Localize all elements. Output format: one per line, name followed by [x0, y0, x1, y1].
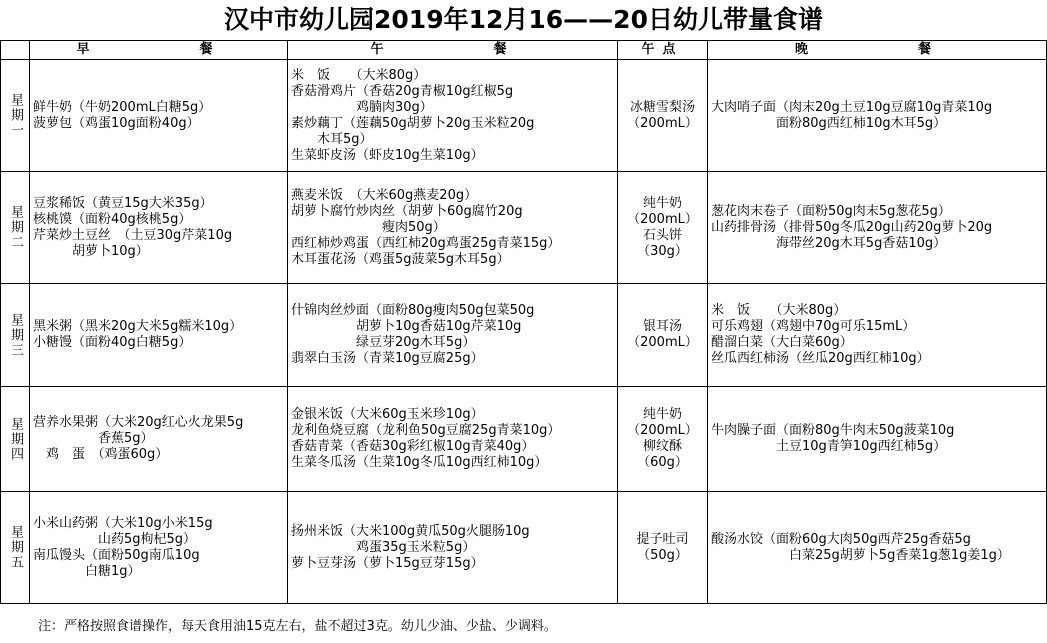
breakfast-line: 胡萝卜10g） [33, 243, 149, 259]
dinner-line: 醋溜白菜（大白菜60g） [711, 335, 853, 350]
snack-line: （200mL） [627, 335, 698, 350]
day-row [1, 492, 1047, 604]
dinner-line: 大肉哨子面（肉末20g土豆10g豆腐10g青菜10g [711, 99, 993, 115]
snack-cell [618, 284, 708, 387]
breakfast-line: 鸡 蛋 （鸡蛋60g） [33, 447, 169, 462]
breakfast-line: 香蕉5g） [33, 431, 154, 446]
lunch-line: 木耳5g） [291, 131, 373, 147]
lunch-line: 素炒藕丁（莲藕50g胡萝卜20g玉米粒20g [291, 115, 535, 131]
dinner-line: 可乐鸡翅（鸡翅中70g可乐15mL） [711, 319, 916, 334]
menu-table [0, 40, 1047, 604]
dinner-line: 丝瓜西红柿汤（丝瓜20g西红柿10g） [711, 351, 930, 366]
breakfast-line: 豆浆稀饭（黄豆15g大米35g） [33, 195, 213, 211]
breakfast-cell [30, 387, 288, 492]
snack-line: 冰糖雪梨汤 [629, 99, 695, 115]
dinner-line: 酸汤水饺（面粉60g大肉50g西芹25g香菇5g [711, 531, 971, 547]
dinner-line: 牛肉臊子面（面粉80g牛肉末50g菠菜10g [711, 423, 955, 438]
lunch-line: 米 饭 （大米80g） [291, 67, 427, 83]
snack-line: （30g） [637, 243, 688, 259]
day-row [1, 284, 1047, 387]
snack-line: （200mL） [627, 211, 698, 227]
dinner-line: 白菜25g胡萝卜5g香菜1g葱1g姜1g） [711, 547, 1010, 563]
breakfast-line: 小米山药粥（大米10g小米15g [33, 515, 213, 531]
lunch-line: 燕麦米饭 （大米60g燕麦20g） [291, 187, 478, 203]
header-dinner: 晚 餐 [708, 41, 1047, 60]
day-label: 星期三 [1, 284, 30, 387]
day-row [1, 387, 1047, 492]
day-row [1, 60, 1047, 172]
dinner-cell [708, 172, 1047, 284]
header-corner [1, 41, 30, 60]
dinner-cell [708, 284, 1047, 387]
lunch-line: 翡翠白玉汤（青菜10g豆腐25g） [291, 351, 484, 366]
header-row [1, 41, 1047, 60]
day-label: 星期二 [1, 172, 30, 284]
snack-cell [618, 387, 708, 492]
lunch-line: 生菜虾皮汤（虾皮10g生菜10g） [291, 147, 484, 163]
footer-note: 注：严格按照食谱操作，每天食用油15克左右，盐不超过3克。幼儿少油、少盐、少调料。 [38, 619, 557, 634]
breakfast-line: 南瓜馒头（面粉50g南瓜10g [33, 547, 200, 563]
snack-line: 柳纹酥 [642, 439, 682, 454]
lunch-line: 香菇青菜（香菇30g彩红椒10g青菜40g） [291, 439, 535, 454]
snack-line: 纯牛奶 [642, 195, 682, 211]
breakfast-line: 小糖馒（面粉40g白糖5g） [33, 335, 192, 350]
snack-cell [618, 492, 708, 604]
snack-line: 石头饼 [642, 227, 682, 243]
header-lunch: 午 餐 [288, 41, 618, 60]
breakfast-cell [30, 492, 288, 604]
header-breakfast: 早 餐 [30, 41, 288, 60]
lunch-cell [288, 284, 618, 387]
header-snack: 午点 [618, 41, 708, 60]
day-label: 星期五 [1, 492, 30, 604]
snack-line: （200mL） [627, 115, 698, 131]
lunch-line: 鸡蛋35g玉米粒5g） [291, 539, 476, 555]
dinner-line: 米 饭 （大米80g） [711, 303, 847, 318]
lunch-line: 西红柿炒鸡蛋（西红柿20g鸡蛋25g青菜15g） [291, 235, 561, 251]
lunch-line: 萝卜豆芽汤（萝卜15g豆芽15g） [291, 555, 484, 571]
breakfast-line: 芹菜炒土豆丝 （土豆30g芹菜10g [33, 227, 233, 243]
snack-cell [618, 172, 708, 284]
lunch-line: 木耳蛋花汤（鸡蛋5g菠菜5g木耳5g） [291, 251, 510, 267]
snack-line: 纯牛奶 [642, 407, 682, 422]
breakfast-line: 黑米粥（黑米20g大米5g糯米10g） [33, 319, 243, 334]
day-label: 星期四 [1, 387, 30, 492]
lunch-line: 胡萝卜10g香菇10g芹菜10g [291, 319, 522, 334]
snack-line: 提子吐司 [636, 531, 689, 547]
day-row [1, 172, 1047, 284]
lunch-line: 生菜冬瓜汤（生菜10g冬瓜10g西红柿10g） [291, 455, 548, 470]
lunch-line: 香菇滑鸡片（香菇20g青椒10g红椒5g [291, 83, 514, 99]
dinner-cell [708, 60, 1047, 172]
page-title: 汉中市幼儿园2019年12月16——20日幼儿带量食谱 [224, 5, 823, 34]
dinner-cell [708, 492, 1047, 604]
breakfast-line: 菠萝包（鸡蛋10g面粉40g） [33, 115, 200, 131]
lunch-cell [288, 387, 618, 492]
snack-cell [618, 60, 708, 172]
breakfast-cell [30, 284, 288, 387]
snack-line: 银耳汤 [642, 319, 682, 334]
breakfast-line: 白糖1g） [33, 563, 141, 579]
lunch-line: 金银米饭（大米60g玉米珍10g） [291, 407, 484, 422]
dinner-cell [708, 387, 1047, 492]
breakfast-line: 营养水果粥（大米20g红心火龙果5g [33, 415, 244, 430]
lunch-cell [288, 60, 618, 172]
snack-line: （200mL） [627, 423, 698, 438]
lunch-line: 胡萝卜腐竹炒肉丝（胡萝卜60g腐竹20g [291, 203, 523, 219]
lunch-line: 绿豆芽20g木耳5g） [291, 335, 476, 350]
lunch-line: 什锦肉丝炒面（面粉80g瘦肉50g包菜50g [291, 303, 535, 318]
breakfast-line: 山药5g枸杞5g） [33, 531, 197, 547]
dinner-line: 土豆10g青笋10g西红柿5g） [711, 439, 947, 454]
breakfast-cell [30, 172, 288, 284]
dinner-line: 海带丝20g木耳5g香菇10g） [711, 235, 947, 251]
lunch-line: 扬州米饭（大米100g黄瓜50g火腿肠10g [291, 523, 530, 539]
lunch-line: 瘦肉50g） [291, 219, 446, 235]
snack-line: （50g） [637, 547, 688, 563]
breakfast-cell [30, 60, 288, 172]
dinner-line: 葱花肉末卷子（面粉50g肉末5g葱花5g） [711, 203, 951, 219]
dinner-line: 面粉80g西红柿10g木耳5g） [711, 115, 947, 131]
day-label: 星期一 [1, 60, 30, 172]
breakfast-line: 鲜牛奶（牛奶200mL白糖5g） [33, 99, 212, 115]
lunch-line: 龙利鱼烧豆腐（龙利鱼50g豆腐25g青菜10g） [291, 423, 561, 438]
breakfast-line: 核桃馍（面粉40g核桃5g） [33, 211, 192, 227]
lunch-cell [288, 172, 618, 284]
dinner-line: 山药排骨汤（排骨50g冬瓜20g山药20g萝卜20g [711, 219, 993, 235]
lunch-line: 鸡腩肉30g） [291, 99, 433, 115]
lunch-cell [288, 492, 618, 604]
snack-line: （60g） [637, 455, 688, 470]
